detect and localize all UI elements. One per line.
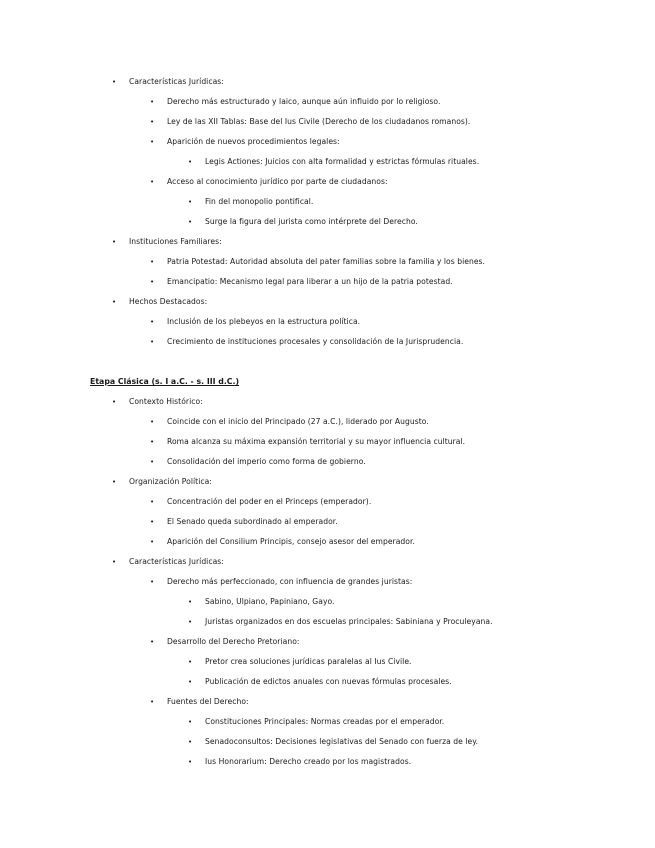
bullet-icon: • — [150, 578, 155, 586]
list-item-level-3: Fin del monopolio pontifical. — [205, 197, 314, 206]
list-item-level-1: Características Jurídicas: — [129, 557, 224, 566]
list-item-level-2: Fuentes del Derecho: — [167, 697, 249, 706]
bullet-icon: • — [188, 618, 193, 626]
bullet-icon: • — [150, 318, 155, 326]
list-item-level-2: Coincide con el inicio del Principado (27 a.C.), liderado por Augusto. — [167, 417, 429, 426]
list-item-level-3: Legis Actiones: Juicios con alta formalidad y estrictas fórmulas rituales. — [205, 157, 480, 166]
list-item-level-3: Pretor crea soluciones jurídicas paralelas al Ius Civile. — [205, 657, 412, 666]
bullet-icon: • — [112, 398, 117, 406]
bullet-icon: • — [150, 258, 155, 266]
list-item-level-2: Patria Potestad: Autoridad absoluta del pater familias sobre la familia y los bienes. — [167, 257, 486, 266]
bullet-icon: • — [150, 418, 155, 426]
bullet-icon: • — [150, 138, 155, 146]
bullet-icon: • — [150, 278, 155, 286]
bullet-icon: • — [188, 758, 193, 766]
bullet-icon: • — [112, 558, 117, 566]
section-heading: Etapa Clásica (s. I a.C. - s. III d.C.) — [90, 377, 240, 386]
list-item-level-2: Acceso al conocimiento jurídico por parte de ciudadanos: — [167, 177, 388, 186]
bullet-icon: • — [150, 538, 155, 546]
list-item-level-2: Derecho más estructurado y laico, aunque aún influido por lo religioso. — [167, 97, 441, 106]
bullet-icon: • — [150, 178, 155, 186]
list-item-level-2: Crecimiento de instituciones procesales y consolidación de la Jurisprudencia. — [167, 337, 464, 346]
bullet-icon: • — [150, 698, 155, 706]
bullet-icon: • — [150, 338, 155, 346]
list-item-level-2: Derecho más perfeccionado, con influencia de grandes juristas: — [167, 577, 413, 586]
list-item-level-3: Sabino, Ulpiano, Papiniano, Gayo. — [205, 597, 335, 606]
list-item-level-3: Constituciones Principales: Normas creadas por el emperador. — [205, 717, 445, 726]
bullet-icon: • — [188, 158, 193, 166]
bullet-icon: • — [112, 298, 117, 306]
list-item-level-1: Contexto Histórico: — [129, 397, 203, 406]
list-item-level-2: El Senado queda subordinado al emperador. — [167, 517, 338, 526]
bullet-icon: • — [188, 598, 193, 606]
list-item-level-1: Hechos Destacados: — [129, 297, 208, 306]
bullet-icon: • — [150, 118, 155, 126]
list-item-level-3: Juristas organizados en dos escuelas principales: Sabiniana y Proculeyana. — [205, 617, 493, 626]
list-item-level-3: Ius Honorarium: Derecho creado por los magistrados. — [205, 757, 412, 766]
bullet-icon: • — [188, 198, 193, 206]
bullet-icon: • — [188, 718, 193, 726]
list-item-level-2: Aparición del Consilium Principis, consejo asesor del emperador. — [167, 537, 415, 546]
list-item-level-3: Publicación de edictos anuales con nuevas fórmulas procesales. — [205, 677, 452, 686]
bullet-icon: • — [112, 478, 117, 486]
bullet-icon: • — [188, 658, 193, 666]
bullet-icon: • — [188, 678, 193, 686]
bullet-icon: • — [150, 98, 155, 106]
bullet-icon: • — [188, 738, 193, 746]
list-item-level-1: Instituciones Familiares: — [129, 237, 222, 246]
list-item-level-2: Aparición de nuevos procedimientos legales: — [167, 137, 340, 146]
list-item-level-2: Roma alcanza su máxima expansión territorial y su mayor influencia cultural. — [167, 437, 466, 446]
list-item-level-2: Concentración del poder en el Princeps (emperador). — [167, 497, 372, 506]
list-item-level-2: Consolidación del imperio como forma de gobierno. — [167, 457, 366, 466]
list-item-level-2: Inclusión de los plebeyos en la estructura política. — [167, 317, 361, 326]
bullet-icon: • — [150, 498, 155, 506]
list-item-level-1: Características Jurídicas: — [129, 77, 224, 86]
bullet-icon: • — [150, 518, 155, 526]
list-item-level-1: Organización Política: — [129, 477, 212, 486]
list-item-level-2: Desarrollo del Derecho Pretoriano: — [167, 637, 300, 646]
bullet-icon: • — [112, 78, 117, 86]
bullet-icon: • — [150, 638, 155, 646]
list-item-level-2: Ley de las XII Tablas: Base del Ius Civile (Derecho de los ciudadanos romanos). — [167, 117, 471, 126]
bullet-icon: • — [112, 238, 117, 246]
list-item-level-3: Surge la figura del jurista como intérprete del Derecho. — [205, 217, 418, 226]
bullet-icon: • — [150, 438, 155, 446]
list-item-level-3: Senadoconsultos: Decisiones legislativas del Senado con fuerza de ley. — [205, 737, 479, 746]
bullet-icon: • — [150, 458, 155, 466]
list-item-level-2: Emancipatio: Mecanismo legal para liberar a un hijo de la patria potestad. — [167, 277, 453, 286]
bullet-icon: • — [188, 218, 193, 226]
